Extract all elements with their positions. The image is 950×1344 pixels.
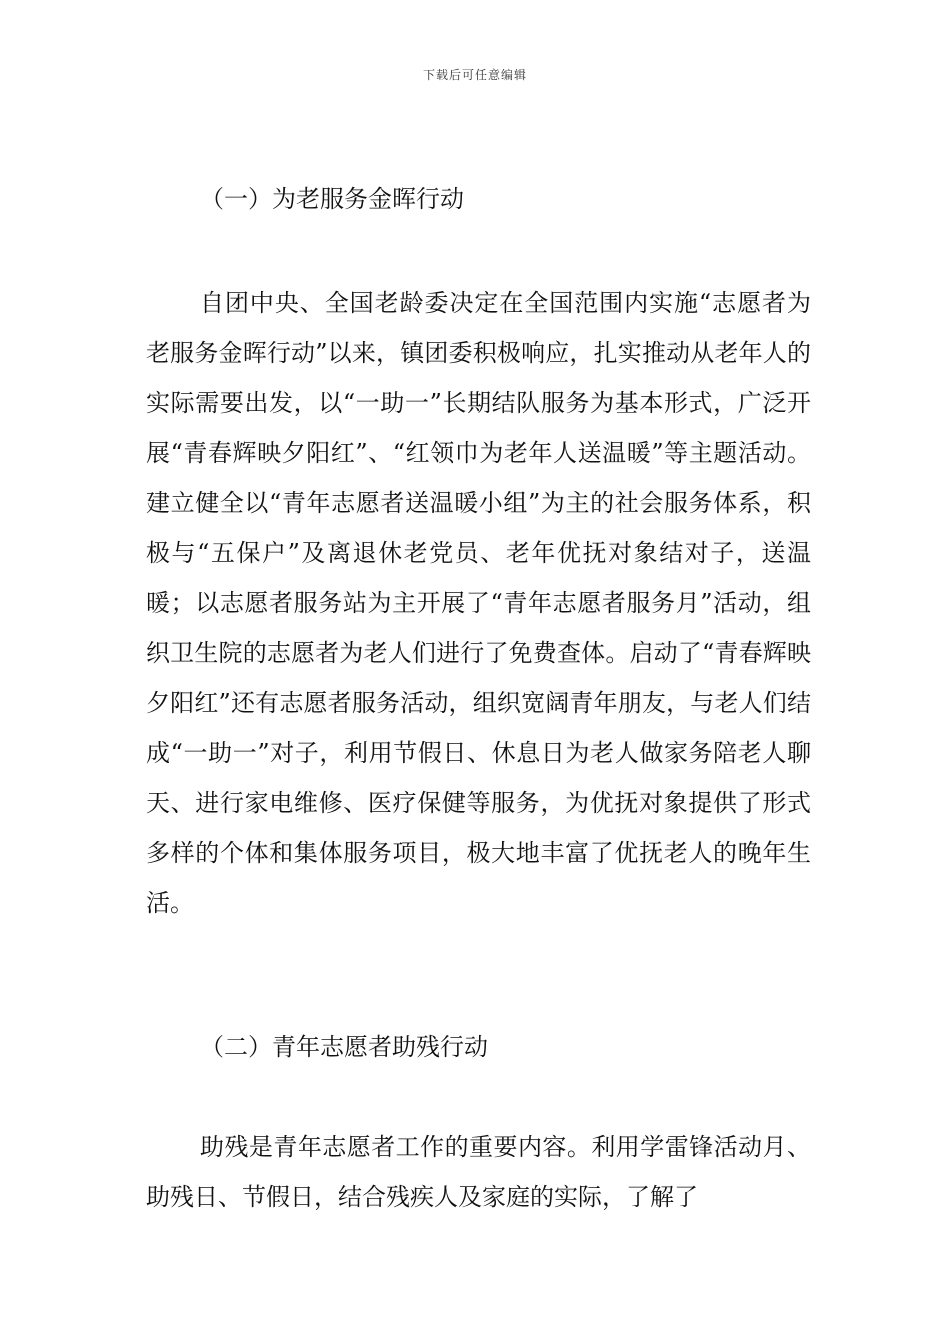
section-heading: （二）青年志愿者助残行动 [200,1033,488,1061]
section-paragraph: 助残是青年志愿者工作的重要内容。利用学雷锋活动月、助残日、节假日，结合残疾人及家庭的实际，了解了 [146,1133,811,1211]
section-heading: （一）为老服务金晖行动 [200,185,464,213]
page-header-note: 下载后可任意编辑 [422,68,527,82]
section-paragraph: 自团中央、全国老龄委决定在全国范围内实施“志愿者为老服务金晖行动”以来，镇团委积极响应，扎实推动从老年人的实际需要出发，以“一助一”长期结队服务为基本形式，广泛开展“青春辉映夕阳红”、“红领巾为老年人送温暖”等主题活动。建立健全以“青年志愿者送温暖小组”为主的社会服务体系，积极与“五保户”及离退休老党员、老年优抚对象结对子，送温暖；以志愿者服务站为主开展了“青年志愿者服务月”活动，组织卫生院的志愿者为老人们进行了免费查体。启动了“青春辉映夕阳红”还有志愿者服务活动，组织宽阔青年朋友，与老人们结成“一助一”对子，利用节假日、休息日为老人做家务陪老人聊天、进行家电维修、医疗保健等服务，为优抚对象提供了形式多样的个体和集体服务项目，极大地丰富了优抚老人的晚年生活。 [146,289,811,917]
